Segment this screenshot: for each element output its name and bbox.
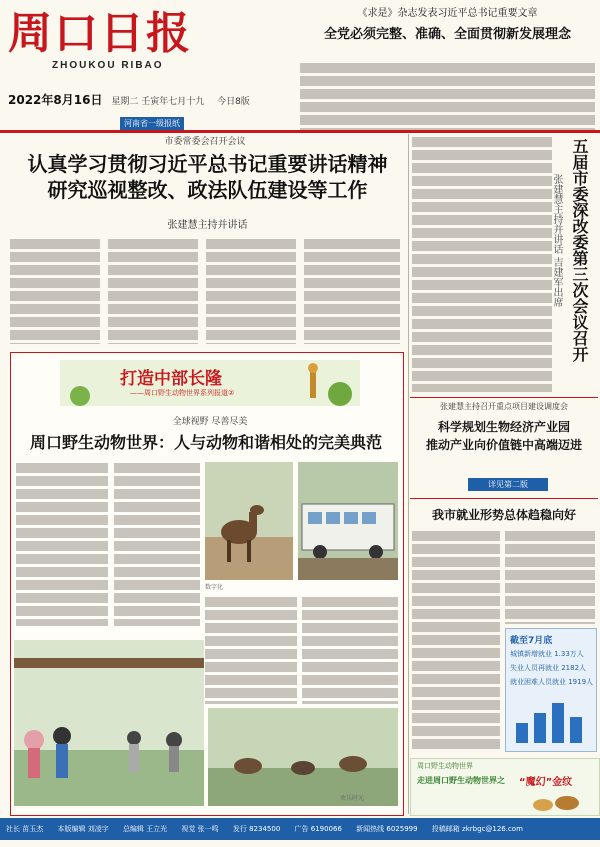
feature-photo-deer [205, 462, 293, 580]
footer-item: 广告 6190066 [294, 825, 342, 833]
newspaper-pinyin: ZHOUKOU RIBAO [52, 60, 164, 71]
jobs-stat-heading: 截至7月底 [510, 636, 553, 646]
jobs-headline[interactable]: 我市就业形势总体趋稳向好 [431, 508, 576, 522]
footer-item: 发行 8234500 [232, 825, 281, 833]
feature-photo-feeding [14, 640, 204, 806]
feature-photo-bus [298, 462, 398, 580]
footer-bar [0, 818, 600, 840]
bottom-ad-right: “魔幻”金纹 [519, 777, 573, 788]
jobs-chart-art [506, 697, 596, 747]
feature-text-col4 [302, 594, 398, 704]
birds-caption: 欢乐时光 [340, 795, 365, 802]
feature-photo-birds [208, 708, 398, 806]
lead-headline-line2[interactable]: 研究巡视整改、政法队伍建设等工作 [47, 178, 368, 202]
column-divider [408, 134, 409, 814]
banner-sub: ——周口野生动物世界系列报道② [130, 389, 235, 397]
lead-text-col1 [10, 236, 100, 344]
banner-title: 打造中部长隆 [120, 369, 222, 389]
top-headline-1[interactable]: 《求是》杂志发表习近平总书记重要文章 [357, 8, 538, 19]
newspaper-logo: 周口日报 [8, 8, 192, 59]
weekday-info: 星期二 壬寅年七月十九 [111, 97, 205, 107]
jobs-stat-3: 就业困难人员就业 1919人 [510, 678, 594, 686]
footer-item: 新闻热线 6025999 [356, 825, 418, 833]
feature-headline[interactable]: 周口野生动物世界：人与动物和谐相处的完美典范 [29, 433, 382, 452]
deer-caption: 数字化 [205, 584, 224, 591]
bottom-ad-sub: 周口野生动物世界 [417, 762, 473, 770]
science-headline-1[interactable]: 科学规划生物经济产业园 [437, 420, 570, 434]
footer-item: 本版编辑 刘凌宇 [57, 825, 109, 833]
jobs-stats-box [505, 628, 597, 752]
issue-date: 2022年8月16日 [8, 93, 103, 107]
feature-kicker: 全球视野 尽善尽美 [172, 417, 248, 427]
right-rule [410, 397, 598, 398]
bottom-ad-left: 走进周口野生动物世界之 [417, 776, 505, 785]
today-pages-label: 今日8版 [217, 97, 250, 107]
masthead-rule [0, 130, 600, 133]
deer-photo-art [205, 462, 293, 580]
lead-text-col3 [206, 236, 296, 344]
jobs-stat-1: 城镇新增就业 1.33万人 [510, 650, 584, 658]
feature-text-col2 [114, 460, 200, 626]
bottom-ad[interactable] [410, 758, 600, 816]
science-see-page[interactable]: 详见第二版 [468, 478, 548, 491]
feature-banner [60, 360, 360, 406]
bus-photo-art [298, 462, 398, 580]
science-headline-2[interactable]: 推动产业向价值链中高端迈进 [425, 438, 582, 452]
footer-item: 投稿邮箱 zkrbgc@126.com [431, 825, 523, 833]
jobs-stat-2: 失业人员再就业 2182人 [510, 664, 587, 672]
jobs-text-col1 [412, 528, 500, 750]
lead-text-col2 [108, 236, 198, 344]
bottom-ad-art [531, 789, 591, 813]
vertical-subhead: 张建慧主持并讲话 吉建军出席 [551, 174, 562, 308]
paper-badge: 河南省一级报纸 [120, 117, 184, 130]
science-kicker: 张建慧主持召开重点项目建设调度会 [440, 402, 568, 411]
date-bar [8, 91, 288, 108]
jobs-text-col2 [505, 528, 595, 624]
footer-item: 社长 苗玉杰 [6, 825, 44, 833]
footer-item: 总编辑 王立光 [122, 825, 168, 833]
lead-kicker: 市委常委会召开会议 [164, 137, 246, 147]
birds-photo-art [208, 708, 398, 806]
lead-byline: 张建慧主持并讲话 [167, 220, 248, 231]
feature-text-col3 [205, 594, 297, 704]
lead-text-col4 [304, 236, 400, 344]
feeding-photo-art [14, 640, 204, 806]
lead-headline-line1[interactable]: 认真学习贯彻习近平总书记重要讲话精神 [27, 152, 388, 176]
top-headline-2[interactable]: 全党必须完整、准确、全面贯彻新发展理念 [323, 27, 571, 42]
right-rule-2 [410, 498, 598, 499]
footer-item: 视觉 张一鸣 [181, 825, 219, 833]
top-headlines [300, 4, 595, 42]
vertical-headline[interactable]: 五届市委深改委第三次会议召开 [570, 138, 589, 362]
right-text-block [412, 134, 552, 392]
feature-text-col1 [16, 460, 108, 626]
